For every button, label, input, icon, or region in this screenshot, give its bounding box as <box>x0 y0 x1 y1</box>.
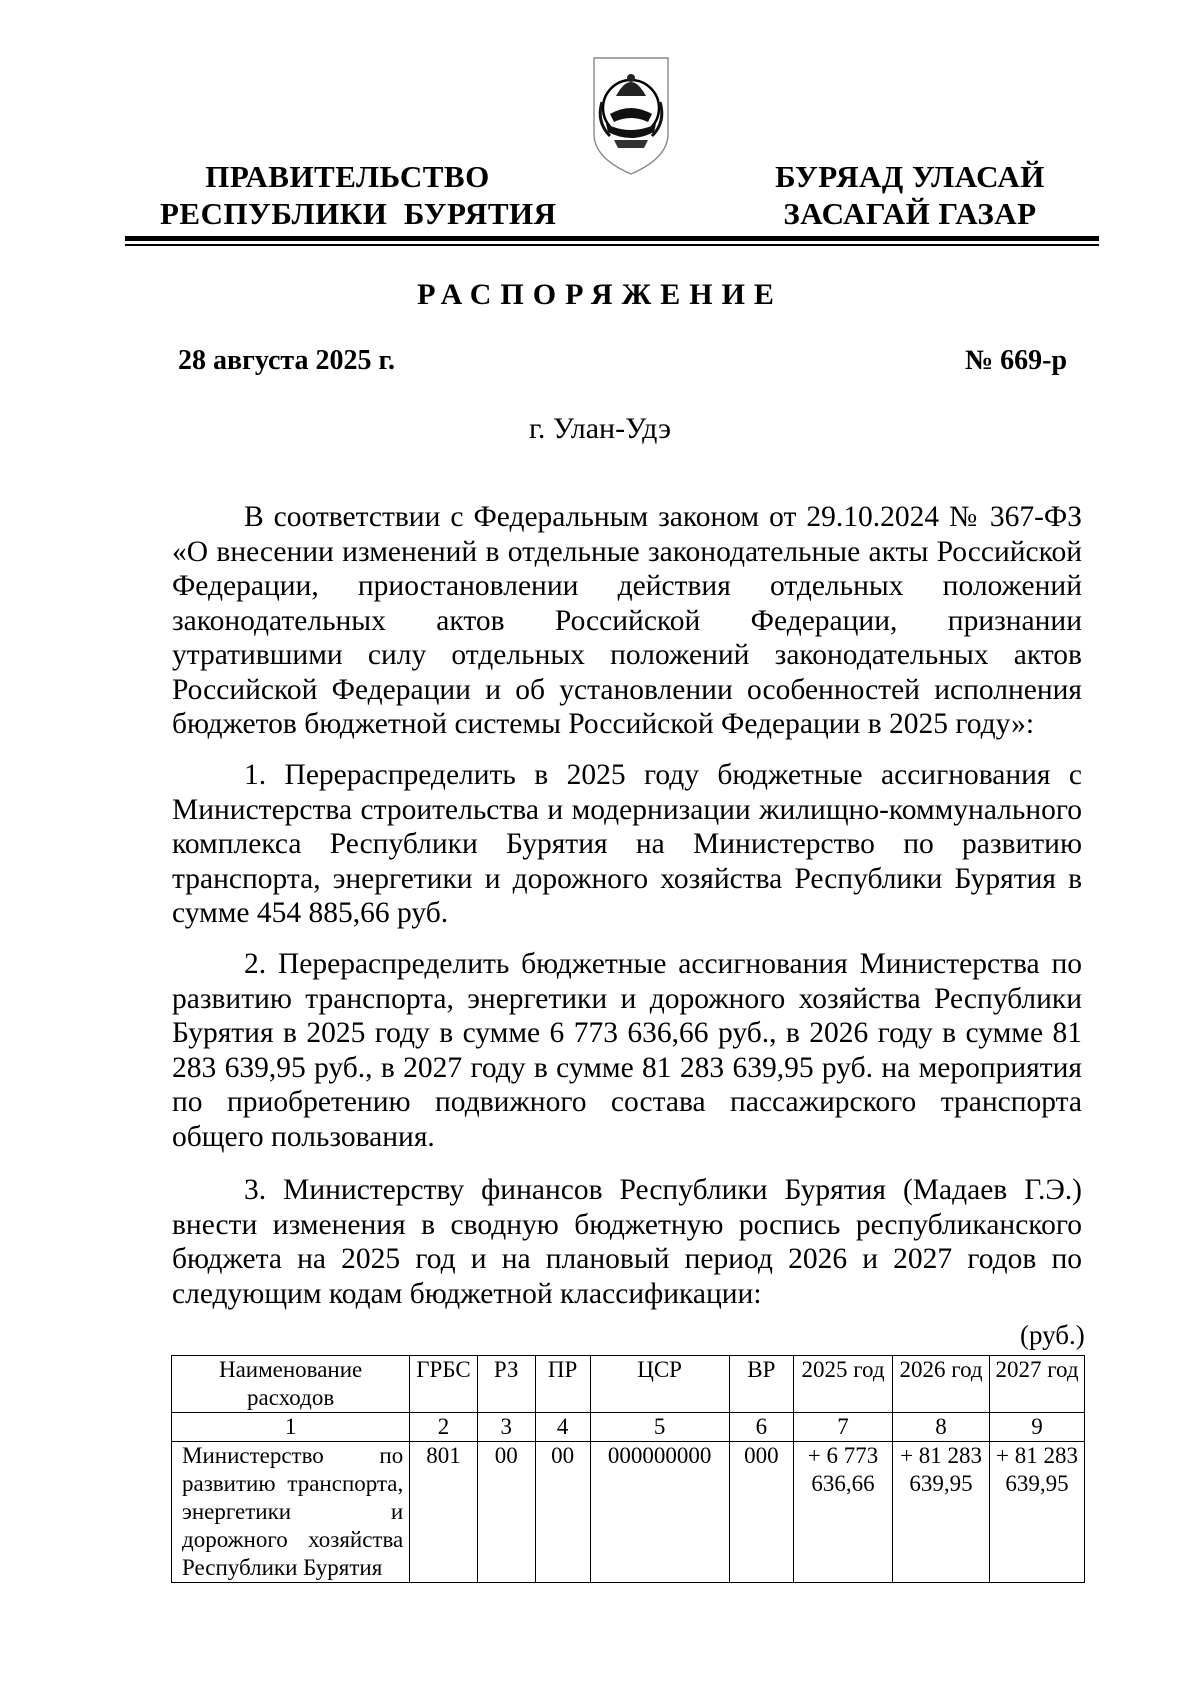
header-grbs: ГРБС <box>410 1356 477 1413</box>
row-vr: 000 <box>729 1442 793 1583</box>
left-header-line1: ПРАВИТЕЛЬСТВО <box>205 159 490 194</box>
column-number: 1 <box>172 1413 410 1442</box>
document-city: г. Улан-Удэ <box>528 412 672 445</box>
header-name: Наименование расходов <box>172 1356 410 1413</box>
column-number: 2 <box>410 1413 477 1442</box>
column-number: 9 <box>990 1413 1085 1442</box>
row-rz: 00 <box>477 1442 535 1583</box>
table-unit-label: (руб.) <box>1020 1320 1085 1350</box>
column-number: 3 <box>477 1413 535 1442</box>
header-2026: 2026 год <box>893 1356 990 1413</box>
document-type-title: РАСПОРЯЖЕНИЕ <box>417 278 783 311</box>
header-pr: ПР <box>535 1356 590 1413</box>
header-2025: 2025 год <box>793 1356 892 1413</box>
government-name-buryat <box>760 158 1060 232</box>
table-header-row <box>172 1356 1085 1413</box>
header-divider-thin <box>125 244 1099 246</box>
column-number: 8 <box>893 1413 990 1442</box>
row-csr: 000000000 <box>590 1442 729 1583</box>
document-number: № 669-р <box>965 345 1068 376</box>
row-pr: 00 <box>535 1442 590 1583</box>
header-rz: РЗ <box>477 1356 535 1413</box>
preamble-paragraph: В соответствии с Федеральным законом от 29.10.2024 № 367-ФЗ «О внесении изменений в отдельные законодательные акты Российской Федерации, приостановлении действия отдельных положений законодательных актов Российской Федерации, признании утратившими силу отдельных положений законодательных актов Российской Федерации и об установлении особенностей исполнения бюджетов бюджетной системы Российской Федерации в 2025 году»: <box>172 501 1082 740</box>
right-header-line2: ЗАСАГАЙ ГАЗАР <box>783 196 1037 231</box>
table-column-numbers-row <box>172 1413 1085 1442</box>
item-1-paragraph: 1. Перераспределить в 2025 году бюджетные ассигнования с Министерства строительства и модернизации жилищно-коммунального комплекса Республики Бурятия на Министерство по развитию транспорта, энергетики и дорожного хозяйства Республики Бурятия в сумме 454 885,66 руб. <box>172 759 1082 929</box>
item-3-paragraph: 3. Министерству финансов Республики Бурятия (Мадаев Г.Э.) внести изменения в сводную бюджетную роспись республиканского бюджета на 2025 год и на плановый период 2026 и 2027 годов по следующим кодам бюджетной классификации: <box>172 1174 1082 1310</box>
column-number: 7 <box>793 1413 892 1442</box>
column-number: 4 <box>535 1413 590 1442</box>
row-2025: + 6 773 636,66 <box>793 1442 892 1583</box>
column-number: 5 <box>590 1413 729 1442</box>
header-vr: ВР <box>729 1356 793 1413</box>
row-name: Министерство по развитию транспорта, энергетики и дорожного хозяйства Республики Бурятия <box>172 1442 410 1583</box>
header-csr: ЦСР <box>590 1356 729 1413</box>
row-grbs: 801 <box>410 1442 477 1583</box>
row-2027: + 81 283 639,95 <box>990 1442 1085 1583</box>
government-name-russian <box>160 158 557 232</box>
budget-classification-table <box>171 1355 1085 1583</box>
left-header-line2: РЕСПУБЛИКИ БУРЯТИЯ <box>160 196 557 231</box>
coat-of-arms-icon <box>588 52 674 178</box>
header-2027: 2027 год <box>990 1356 1085 1413</box>
header-divider-thick <box>125 236 1099 241</box>
item-2-paragraph: 2. Перераспределить бюджетные ассигнования Министерства по развитию транспорта, энергетики и дорожного хозяйства Республики Бурятия в 2025 году в сумме 6 773 636,66 руб., в 2026 году в сумме 81 283 639,95 руб., в 2027 году в сумме 81 283 639,95 руб. на мероприятия по приобретению подвижного состава пассажирского транспорта общего пользования. <box>172 948 1082 1153</box>
right-header-line1: БУРЯАД УЛАСАЙ <box>775 159 1045 194</box>
column-number: 6 <box>729 1413 793 1442</box>
table-row <box>172 1442 1085 1583</box>
document-date: 28 августа 2025 г. <box>178 345 396 376</box>
row-2026: + 81 283 639,95 <box>893 1442 990 1583</box>
